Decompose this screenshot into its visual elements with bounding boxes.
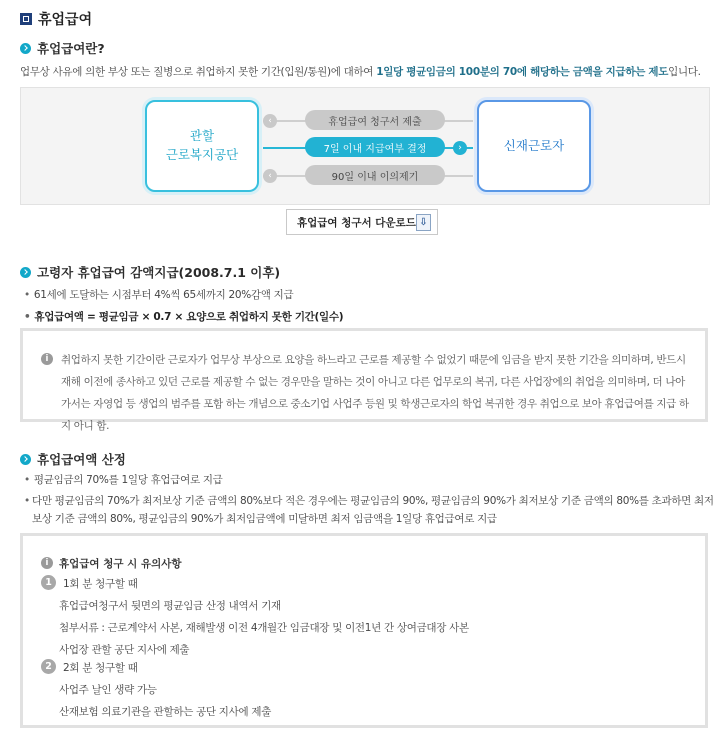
worker-box <box>477 100 591 192</box>
calc-bullet-1: • 평균임금의 70%를 1일당 휴업급여로 지급 <box>24 472 223 487</box>
claim-item-1-line-3: 사업장 관할 공단 지사에 제출 <box>59 644 190 656</box>
step-pill-submit: 휴업급여 청구서 제출 <box>305 110 445 130</box>
intro-pre: 업무상 사유에 의한 부상 또는 질병으로 취업하지 못한 기간(입원/통원)에 대하여 <box>20 66 377 78</box>
intro-post: 입니다. <box>668 66 701 78</box>
claim-item-1-line-1: 휴업급여청구서 뒷면의 평균임금 산정 내역서 기재 <box>59 600 281 612</box>
elderly-bullet-1: • 61세에 도달하는 시점부터 4%씩 65세까지 20%감액 지급 <box>24 287 293 302</box>
worker-box-label: 신재근로자 <box>503 137 565 153</box>
intro-text <box>20 64 701 79</box>
agency-box <box>145 100 259 192</box>
number-2-icon: 2 <box>41 659 56 674</box>
claim-note-title: 휴업급여 청구 시 유의사항 <box>59 558 182 570</box>
section-title-text: 고령자 휴업급여 감액지급(2008.7.1 이후) <box>37 265 281 280</box>
download-form-button[interactable] <box>286 209 438 235</box>
agency-box-line1: 관할 <box>189 128 215 144</box>
section-title-what-is <box>20 39 105 57</box>
chevron-circle-icon <box>20 267 31 278</box>
page-title-text: 휴업급여 <box>38 12 93 28</box>
arrow-left-icon: ‹ <box>263 169 277 183</box>
claim-item-2-line-2: 산재보험 의료기관을 관할하는 공단 지사에 제출 <box>59 706 272 718</box>
claim-item-1-line-2: 첨부서류 : 근로계약서 사본, 재해발생 이전 4개월간 임금대장 및 이전1년 간 상여금대장 사본 <box>59 622 469 634</box>
download-file-icon: ⇩ <box>416 214 431 231</box>
step-pill-objection: 90일 이내 이의제기 <box>305 165 445 185</box>
info-icon: i <box>41 557 53 569</box>
intro-highlight: 1일당 평균임금의 100분의 70에 해당하는 금액을 지급하는 제도 <box>376 66 669 78</box>
process-diagram <box>20 87 710 205</box>
claim-item-2-line-1: 사업주 날인 생략 가능 <box>59 684 157 696</box>
info-icon: i <box>41 353 53 365</box>
number-1-icon: 1 <box>41 575 56 590</box>
chevron-circle-icon <box>20 454 31 465</box>
square-bullet-icon <box>20 13 32 25</box>
chevron-circle-icon <box>20 43 31 54</box>
note-box-elderly <box>20 328 708 432</box>
arrow-left-icon: ‹ <box>263 114 277 128</box>
claim-item-2-title: 2회 분 청구할 때 <box>63 662 138 674</box>
agency-box-line2: 근로복지공단 <box>165 147 239 162</box>
claim-item-1-title: 1회 분 청구할 때 <box>63 578 138 590</box>
elderly-bullet-2: • 휴업급여액 = 평균임금 × 0.7 × 요양으로 취업하지 못한 기간(일수) <box>24 309 343 324</box>
arrow-right-icon: › <box>453 141 467 155</box>
note-box-claim <box>20 533 708 728</box>
note-text: 취업하지 못한 기간이란 근로자가 업무상 부상으로 요양을 하느라고 근로를 제공할 수 없었기 때문에 임금을 받지 못한 기간을 의미하며, 반드시 재해 이전에 종사하고 있던 근로를 제공할 수 없는 경우만을 말하는 것이 아니고 다른 업무로의 복귀, 다른 사업장에의 취업을 의미하며, 더 나아가서는 자영업 등 생업의 범주를 포함 하는 개념으로 중소기업 사업주 등원 및 학생근로자의 학업 복귀한 경우 취업으로 보아 휴업급여를 지급 하지 아니 함. <box>61 354 689 432</box>
step-pill-decision: 7일 이내 지급여부 결정 <box>305 137 445 157</box>
section-title-elderly <box>20 263 280 281</box>
section-title-calc <box>20 450 126 468</box>
section-title-text: 휴업급여액 산정 <box>37 452 126 467</box>
page-title <box>20 9 92 29</box>
calc-bullet-2: • 다만 평균임금의 70%가 최저보상 기준 금액의 80%보다 적은 경우에는 평균임금의 90%, 평균임금의 90%가 최저보상 기준 금액의 80%를 초과하면 최저보상 기준 금액의 80%, 평균임금의 90%가 최저임금액에 미달하면 최저 임금액을 1일당 휴업급여로 지급 <box>24 492 714 528</box>
section-title-text: 휴업급여란? <box>37 41 105 56</box>
download-form-label: 휴업급여 청구서 다운로드 <box>297 216 416 229</box>
